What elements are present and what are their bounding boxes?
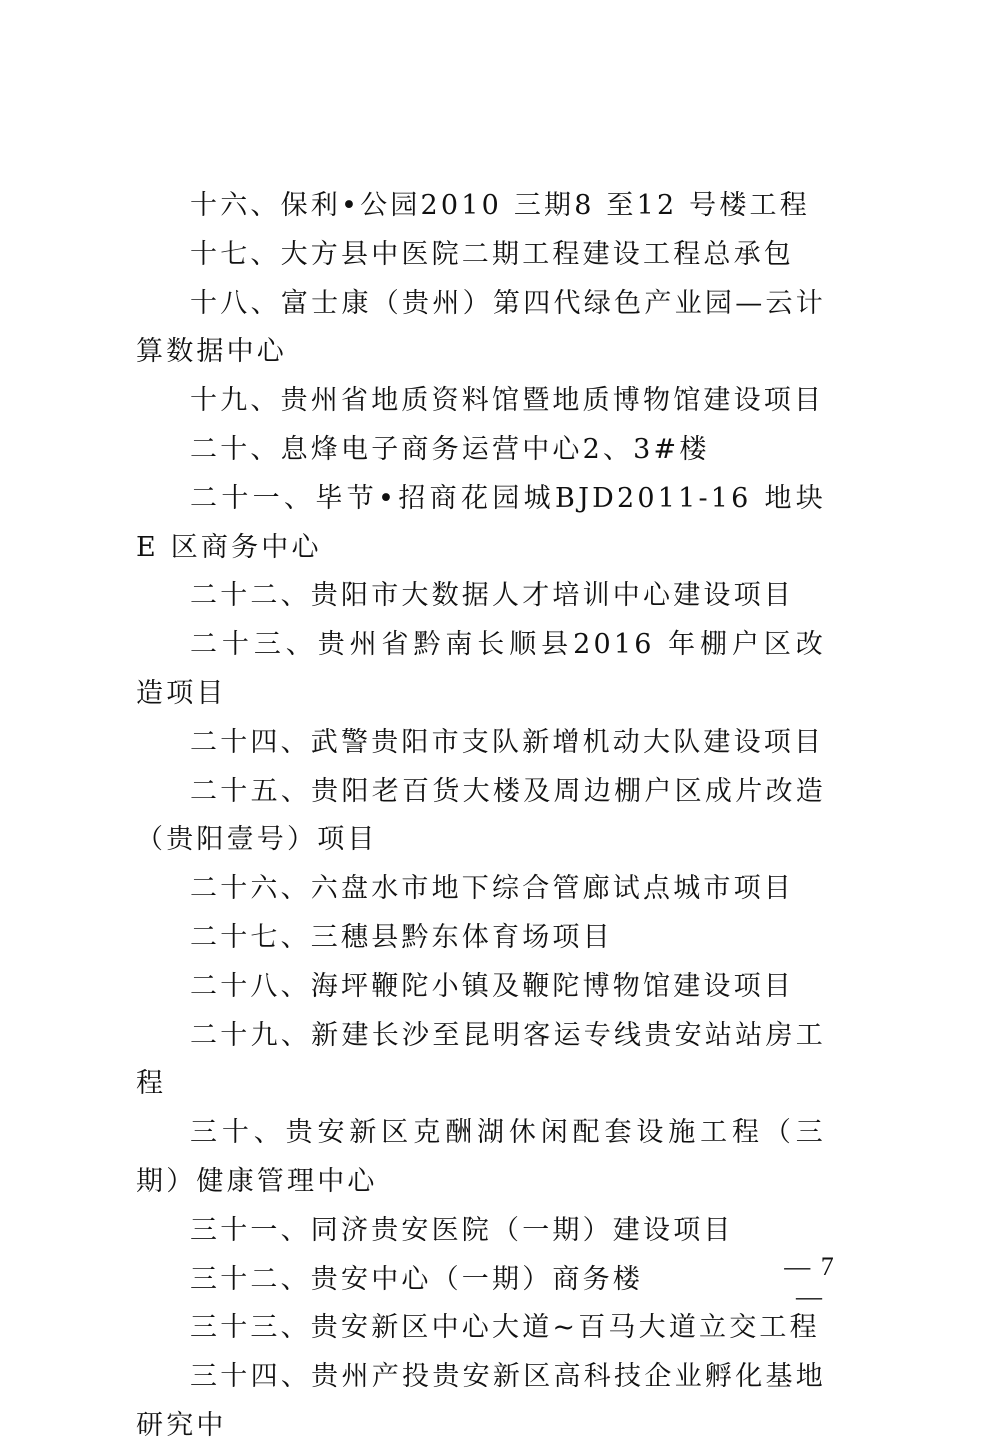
list-item-32: 三十二、贵安中心（一期）商务楼: [190, 1263, 643, 1295]
list-item-30: 三十、贵安新区克酬湖休闲配套设施工程（三期）健康管理中心: [136, 1117, 826, 1197]
list-item-25: 二十五、贵阳老百货大楼及周边棚户区成片改造（贵阳壹号）项目: [136, 775, 826, 856]
list-item-18: 十八、富士康（贵州）第四代绿色产业园—云计算数据中心: [136, 287, 826, 368]
list-item-24: 二十四、武警贵阳市支队新增机动大队建设项目: [190, 726, 825, 758]
list-item-28: 二十八、海坪鞭陀小镇及鞭陀博物馆建设项目: [190, 970, 794, 1002]
list-item-33: 三十三、贵安新区中心大道~百马大道立交工程: [190, 1312, 820, 1344]
list-item-21: 二十一、毕节•招商花园城BJD2011-16 地块E 区商务中心: [136, 482, 826, 563]
list-item-16: 十六、保利•公园2010 三期8 至12 号楼工程: [190, 190, 810, 221]
list-item-27: 二十七、三穗县黔东体育场项目: [190, 921, 613, 953]
page-number: — 7 —: [784, 1252, 836, 1311]
project-list: [136, 182, 826, 1451]
list-item-17: 十七、大方县中医院二期工程建设工程总承包: [190, 238, 794, 270]
list-item-31: 三十一、同济贵安医院（一期）建设项目: [190, 1214, 734, 1246]
list-item-22: 二十二、贵阳市大数据人才培训中心建设项目: [190, 580, 794, 612]
list-item-29: 二十九、新建长沙至昆明客运专线贵安站站房工程: [136, 1019, 826, 1100]
list-item-20: 二十、息烽电子商务运营中心2、3#楼: [190, 433, 710, 465]
list-item-34: 三十四、贵州产投贵安新区高科技企业孵化基地研究中: [136, 1361, 826, 1441]
list-item-23: 二十三、贵州省黔南长顺县2016 年棚户区改造项目: [136, 629, 826, 709]
list-item-19: 十九、贵州省地质资料馆暨地质博物馆建设项目: [190, 385, 825, 417]
list-item-26: 二十六、六盘水市地下综合管廊试点城市项目: [190, 873, 794, 905]
